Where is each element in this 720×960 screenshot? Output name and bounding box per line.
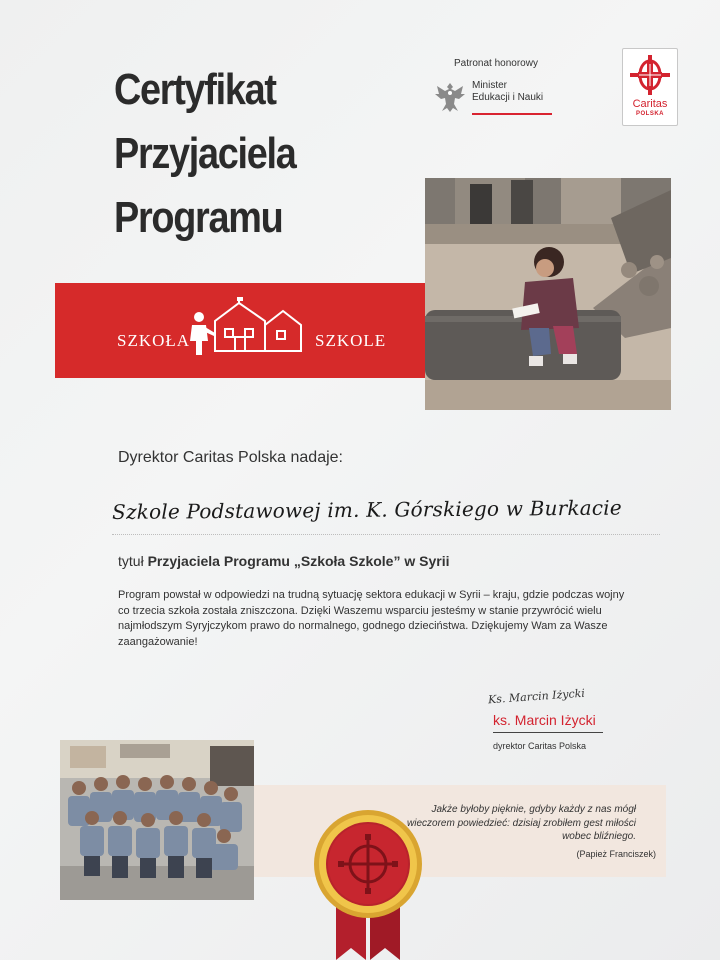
caritas-name: Caritas — [632, 98, 668, 110]
award-title: Przyjaciela Programu „Szkoła Szkole” w Syrii — [147, 553, 450, 569]
recipient-underline — [112, 534, 660, 535]
title-line-3: Programu — [114, 193, 283, 242]
award-prefix: tytuł — [118, 553, 144, 569]
intro-line: Dyrektor Caritas Polska nadaje: — [118, 449, 343, 466]
title-line-1: Certyfikat — [114, 65, 276, 114]
program-banner — [55, 283, 425, 378]
award-line — [118, 553, 449, 569]
signatory-role: dyrektor Caritas Polska — [493, 741, 587, 751]
caritas-logo — [622, 48, 678, 126]
recipient-handwritten: Szkole Podstawowej im. K. Górskiego w Burkacie — [112, 495, 622, 524]
caritas-cross-icon — [629, 53, 671, 97]
banner-right-text: SZKOLE — [315, 331, 387, 350]
certificate-title — [114, 58, 372, 250]
program-description: Program powstał w odpowiedzi na trudną sytuację sektora edukacji w Syrii – kraju, gdzie podczas wojny co trzecia szkoła została zniszczona. Dzięki Waszemu wsparciu jesteśmy w stanie przywrócić wielu najmłodszym Syryjczykom prawo do normalnego, godnego dzieciństwa. Dziękujemy Wam za Wasze zaangażowanie! — [118, 589, 625, 648]
quote-author: (Papież Franciszek) — [576, 849, 656, 859]
banner-left-text: SZKOŁA — [117, 331, 191, 350]
honorary-patronage — [436, 58, 556, 103]
white-eagle-emblem-icon — [434, 80, 466, 114]
red-wax-seal-with-ribbon-icon — [312, 808, 424, 920]
caritas-country: POLSKA — [635, 111, 664, 117]
ministry-name — [472, 80, 543, 104]
ministry-logo — [436, 78, 556, 118]
ministry-line-1: Minister — [472, 80, 508, 91]
quote-text: Jakże byłoby pięknie, gdyby każdy z nas mógł wieczorem powiedzieć: dzisiaj zrobiłem gest miłości wobec bliźniego. — [407, 804, 636, 842]
ministry-line-2: Edukacji i Nauki — [472, 92, 544, 103]
signature-rule — [493, 732, 603, 733]
handwritten-signature: Ks. Marcin Iżycki — [487, 686, 586, 707]
patronage-label: Patronat honorowy — [454, 58, 538, 69]
title-line-2: Przyjaciela — [114, 129, 296, 178]
girl-writing-among-rubble-photo — [425, 178, 671, 410]
ministry-red-rule — [472, 113, 552, 115]
group-of-schoolchildren-photo — [60, 740, 254, 900]
school-house-children-icon — [185, 297, 309, 359]
signatory-name: ks. Marcin Iżycki — [493, 712, 596, 728]
